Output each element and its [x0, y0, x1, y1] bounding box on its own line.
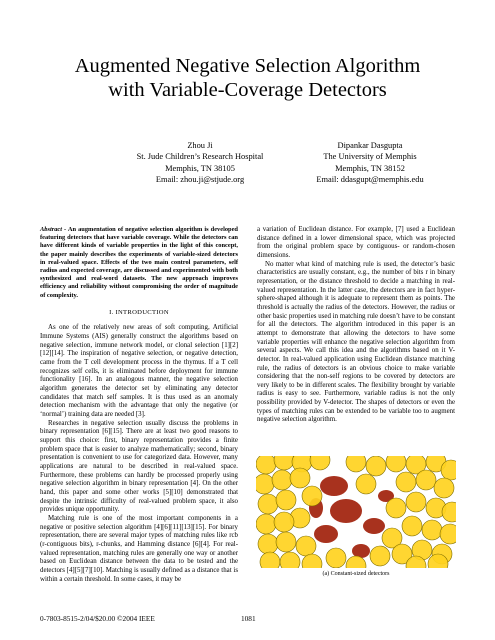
detector-circle	[434, 478, 454, 498]
detector-circle	[256, 514, 276, 534]
constant-detectors-figure	[256, 456, 456, 568]
detector-circle	[396, 472, 416, 492]
detector-circle	[256, 474, 274, 494]
detector-circle	[422, 520, 442, 540]
author-email: Email: zhou.ji@stjude.org	[155, 175, 245, 185]
author-name: Zhou Ji	[187, 141, 213, 150]
title-line-1: Augmented Negative Selection Algorithm	[74, 55, 421, 77]
right-column	[257, 226, 455, 425]
abstract	[40, 226, 238, 300]
detector-circle	[386, 498, 406, 518]
detector-circle	[258, 534, 278, 554]
footer-isbn: 0-7803-8515-2/04/$20.00 ©2004 IEEE	[40, 614, 155, 623]
detector-circle	[326, 548, 346, 568]
page-number: 1081	[241, 614, 256, 623]
author-name: Dipankar Dasgupta	[337, 141, 403, 150]
detector-circle	[406, 492, 426, 512]
detector-circle	[276, 490, 296, 510]
self-region	[320, 476, 348, 496]
body-paragraph: Researches in negative selection usually discuss the problems in binary representation [6][15]. There are at least two good reasons to support this choice: first, binary representation provides a finite problem space that is easier to analyze mathematically; second, binary presentation is convenient to use for categorized data. However, many applications are natural to be described in real-valued space. Furthermore, these problems can hardly be processed properly using negative selection algorithm in binary representation [4]. On the other hand, this paper and some other works [5][10] demonstrated that despite the intrinsic difficulty of real-valued problem space, it also provides unique opportunity.	[40, 419, 238, 514]
author-email: Email: ddasgupt@memphis.edu	[316, 175, 424, 185]
detector-circle	[272, 470, 292, 490]
author-affiliation: The University of Memphis	[323, 152, 417, 162]
left-column	[40, 226, 238, 584]
author-affiliation: St. Jude Children’s Research Hospital	[136, 152, 264, 162]
title-line-2: with Variable-Coverage Detectors	[108, 79, 387, 101]
body-paragraph: a variation of Euclidean distance. For example, [7] used a Euclidean distance defined in a lower dimensional space, which was projected from the original problem space by contiguous- or random-chosen dimensions.	[257, 226, 455, 259]
body-paragraph: Matching rule is one of the most important components in a negative or positive selection algorithm [4][6][11][13][15]. For binary representation, there are several major types of matching rules like rcb (r-contiguous bits), r-chunks, and Hamming distance [6][4]. For real-valued representation, matching rules are generally one way or another based on Euclidean distance between the data to be tested and the detectors [4][5][7][10]. Matching is usually defined as a distance that is within a certain threshold. In some cases, it may be	[40, 514, 238, 583]
detector-circle	[416, 470, 436, 490]
detector-circle	[302, 486, 322, 506]
detector-circle	[258, 494, 278, 514]
detector-circle	[274, 512, 294, 532]
body-paragraph: As one of the relatively new areas of soft computing, Artificial Immune Systems (AIS) generally construct the algorithms based on negative selection, immune network model, or clonal selection [1][2][12][14]. The inspiration of negative selection, or negative detection, came from the T cell development process in the thymus. If a T cell recognizes self cells, it is eliminated before deployment for immune functionality [16]. In an analogous manner, the negative selection algorithm generates the detector set by eliminating any detector candidates that match self samples. It is thus used as an anomaly detection mechanism with the advantage that only the negative (or ‘normal’) training data are needed [3].	[40, 324, 238, 419]
detector-circle	[296, 536, 316, 556]
detector-circle	[256, 456, 276, 474]
author-block-2	[275, 140, 465, 186]
detector-circle	[276, 532, 296, 552]
detector-circle	[356, 474, 376, 494]
section-heading: I. INTRODUCTION	[109, 308, 169, 316]
detector-circle	[290, 468, 310, 488]
self-region	[363, 518, 385, 534]
abstract-label: Abstract	[40, 226, 63, 233]
detector-circle	[402, 516, 422, 536]
author-block-1	[105, 140, 295, 186]
author-address: Memphis, TN 38152	[335, 163, 405, 173]
detector-circle	[370, 546, 390, 566]
self-region	[330, 499, 362, 523]
body-paragraph: No matter what kind of matching rule is used, the detector’s basic characteristics are usually constant, e.g., the number of bits r in binary representation, or the distance threshold to decide a matching in real-valued representation. In the latter case, the detectors are in fact hyper-sphere-shaped although it is adequate to represent them as points. The threshold is actually the radius of the detectors. However, the radius or other basic properties used in matching rule doesn’t have to be constant for all the detectors. The algorithm introduced in this paper is an attempt to demonstrate that allowing the detectors to have some variable properties will enhance the negative selection algorithm from several aspects. We call this idea and the algorithms based on it V-detector. In real-valued application using Euclidean distance matching rule, the radius of detectors is an obvious choice to make variable considering that the non-self regions to be covered by detectors are very likely to be in different scales. The flexibility brought by variable radius is easy to see. Furthermore, variable radius is not the only possibility provided by V-detector. The shapes of detectors or even the types of matching rules can be extended to be variable too to augment negative selection algorithm.	[257, 260, 455, 424]
paper-title	[0, 54, 495, 102]
self-region	[314, 525, 338, 543]
author-address: Memphis, TN 38105	[165, 163, 235, 173]
figure-caption: (a) Constant-sized detectors	[322, 571, 390, 577]
detector-circle	[366, 456, 386, 476]
abstract-text: - An augmentation of negative selection algorithm is developed featuring detectors that have variable coverage. While the detectors can have different kinds of variable properties in the light of this concept, the paper mainly describes the experiments of variable-sized detectors in real-valued space. Effects of the two main control parameters, self radius and expected coverage, are discussed and experimented with both synthesized and real-word datasets. The new approach improves efficiency and reliability without compromising the order of magnitude of complexity.	[40, 226, 238, 299]
